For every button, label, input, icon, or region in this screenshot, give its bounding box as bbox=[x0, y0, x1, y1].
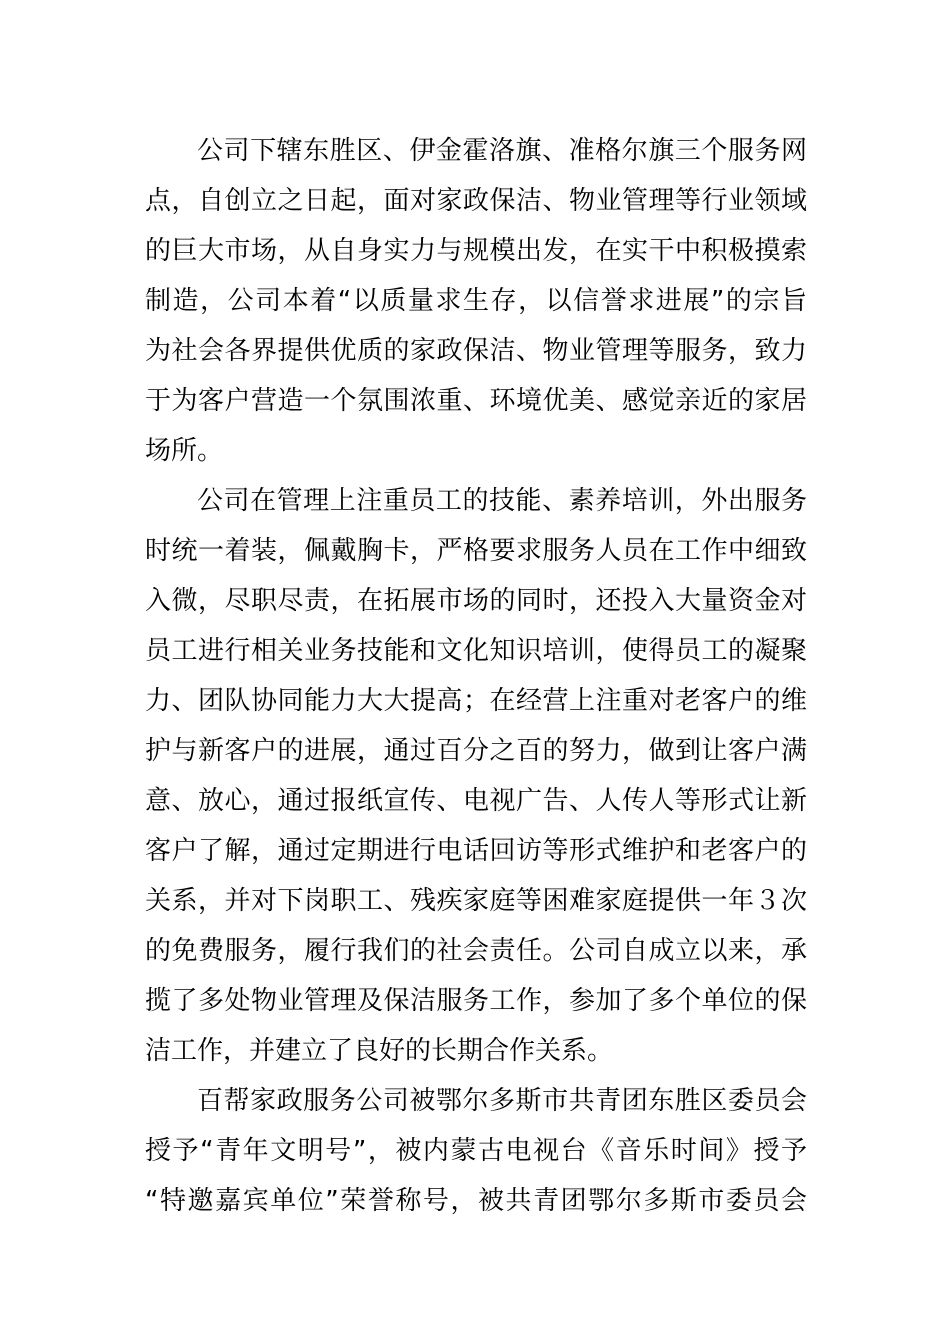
text-line: 意、放心，通过报纸宣传、电视广告、人传人等形式让新 bbox=[145, 786, 807, 816]
text-line: 时统一着装，佩戴胸卡，严格要求服务人员在工作中细致 bbox=[145, 536, 807, 566]
text-line: 客户了解，通过定期进行电话回访等形式维护和老客户的 bbox=[145, 836, 807, 866]
text-line: 的免费服务，履行我们的社会责任。公司自成立以来，承 bbox=[145, 936, 807, 966]
text-line: 百帮家政服务公司被鄂尔多斯市共青团东胜区委员会 bbox=[197, 1086, 807, 1116]
text-line: 力、团队协同能力大大提高；在经营上注重对老客户的维 bbox=[145, 686, 807, 716]
document-body bbox=[145, 126, 807, 1226]
text-line: 入微，尽职尽责，在拓展市场的同时，还投入大量资金对 bbox=[145, 586, 807, 616]
text-line: “特邀嘉宾单位”荣誉称号，被共青团鄂尔多斯市委员会 bbox=[145, 1186, 807, 1216]
text-line: 关系，并对下岗职工、残疾家庭等困难家庭提供一年３次 bbox=[145, 886, 807, 916]
text-line: 公司下辖东胜区、伊金霍洛旗、准格尔旗三个服务网 bbox=[197, 136, 807, 166]
text-line: 员工进行相关业务技能和文化知识培训，使得员工的凝聚 bbox=[145, 636, 807, 666]
text-line: 洁工作，并建立了良好的长期合作关系。 bbox=[145, 1036, 614, 1066]
text-line: 护与新客户的进展，通过百分之百的努力，做到让客户满 bbox=[145, 736, 807, 766]
text-line: 为社会各界提供优质的家政保洁、物业管理等服务，致力 bbox=[145, 336, 807, 366]
text-line: 揽了多处物业管理及保洁服务工作，参加了多个单位的保 bbox=[145, 986, 807, 1016]
text-line: 场所。 bbox=[145, 436, 224, 466]
text-line: 的巨大市场，从自身实力与规模出发，在实干中积极摸索 bbox=[145, 236, 807, 266]
text-line: 制造，公司本着“以质量求生存，以信誉求进展”的宗旨 bbox=[145, 286, 807, 316]
text-line: 公司在管理上注重员工的技能、素养培训，外出服务 bbox=[197, 486, 807, 516]
text-line: 授予“青年文明号”，被内蒙古电视台《音乐时间》授予 bbox=[145, 1136, 807, 1166]
text-line: 于为客户营造一个氛围浓重、环境优美、感觉亲近的家居 bbox=[145, 386, 807, 416]
text-line: 点，自创立之日起，面对家政保洁、物业管理等行业领域 bbox=[145, 186, 807, 216]
